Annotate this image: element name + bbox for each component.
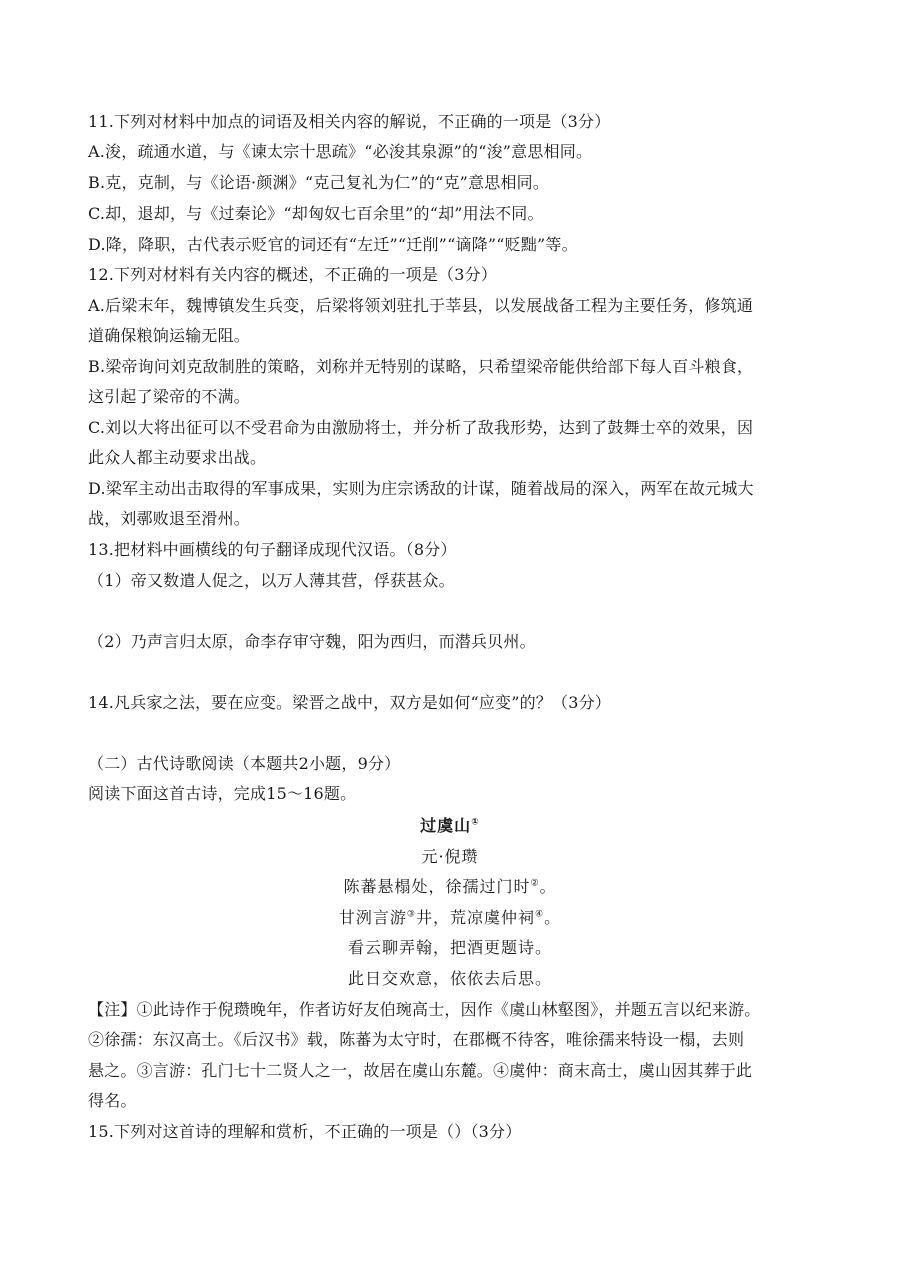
question-14-stem: 14.凡兵家之法，要在应变。梁晋之战中，双方是如何“应变”的？（3分） — [88, 693, 611, 712]
question-11-option-d: D.降，降职，古代表示贬官的词还有“左迁”“迁削”“谪降”“贬黜”等。 — [88, 235, 578, 254]
poem-note-line-3: 悬之。③言游：孔门七十二贤人之一，故居在虞山东麓。④虞仲：商末高士，虞山因其葬于此 — [88, 1061, 753, 1080]
poem-title: 过虞山① — [420, 816, 480, 835]
poem-line-4: 此日交欢意，依依去后思。 — [347, 969, 552, 988]
poem-note-line-4: 得名。 — [88, 1091, 137, 1110]
footnote-marker-2: ② — [530, 878, 540, 889]
question-12-option-c-line2: 此众人都主动要求出战。 — [88, 448, 267, 467]
footnote-marker-4: ④ — [535, 909, 545, 920]
poem-line-1: 陈蕃悬榻处，徐孺过门时②。 — [343, 877, 557, 896]
poem-author: 元·倪瓒 — [421, 847, 479, 866]
question-15-stem: 15.下列对这首诗的理解和赏析，不正确的一项是（）（3分） — [88, 1122, 522, 1141]
question-12-stem: 12.下列对材料有关内容的概述，不正确的一项是（3分） — [88, 265, 498, 284]
question-11-option-c: C.却，退却，与《过秦论》“却匈奴七百余里”的“却”用法不同。 — [88, 204, 544, 223]
question-13-sentence-2: （2）乃声言归太原，命李存审守魏，阳为西归，而潜兵贝州。 — [88, 632, 536, 651]
question-12-option-d-line2: 战，刘鄩败退至滑州。 — [88, 509, 251, 528]
question-12-option-a-line1: A.后梁末年，魏博镇发生兵变，后梁将领刘驻扎于莘县，以发展战备工程为主要任务，修筑通 — [88, 296, 754, 315]
question-12-option-d-line1: D.梁军主动出击取得的军事成果，实则为庄宗诱敌的计谋，随着战局的深入，两军在故元城大 — [88, 479, 754, 498]
question-13-sentence-1: （1）帝又数遣人促之，以万人薄其营，俘获甚众。 — [88, 571, 455, 590]
reading-instruction: 阅读下面这首古诗，完成15～16题。 — [88, 784, 357, 803]
question-12-option-a-line2: 道确保粮饷运输无阻。 — [88, 326, 251, 345]
question-12-option-b-line1: B.梁帝询问刘克敌制胜的策略，刘称并无特别的谋略，只希望梁帝能供给部下每人百斗粮食， — [88, 357, 754, 376]
poem-line-2: 甘洌言游③井，荒凉虞仲祠④。 — [338, 908, 562, 927]
poem-line-3: 看云聊弄翰，把酒更题诗。 — [347, 938, 552, 957]
question-11-stem: 11.下列对材料中加点的词语及相关内容的解说，不正确的一项是（3分） — [88, 112, 611, 131]
question-11-option-a: A.浚，疏通水道，与《谏太宗十思疏》“必浚其泉源”的“浚”意思相同。 — [88, 142, 593, 161]
poem-note-line-1: 【注】①此诗作于倪瓒晚年，作者访好友伯琬高士，因作《虞山林壑图》，并题五言以纪来游。 — [88, 1000, 761, 1019]
section-heading: （二）古代诗歌阅读（本题共2小题，9分） — [88, 754, 401, 773]
question-13-stem: 13.把材料中画横线的句子翻译成现代汉语。（8分） — [88, 540, 457, 559]
poem-note-line-2: ②徐孺：东汉高士。《后汉书》载，陈蕃为太守时，在郡概不待客，唯徐孺来特设一榻，去则 — [88, 1030, 745, 1049]
question-11-option-b: B.克，克制，与《论语·颜渊》“克己复礼为仁”的“克”意思相同。 — [88, 173, 550, 192]
footnote-marker-1: ① — [471, 817, 480, 828]
question-12-option-b-line2: 这引起了梁帝的不满。 — [88, 387, 251, 406]
footnote-marker-3: ③ — [406, 909, 416, 920]
question-12-option-c-line1: C.刘以大将出征可以不受君命为由激励将士，并分析了敌我形势，达到了鼓舞士卒的效果，因 — [88, 418, 754, 437]
